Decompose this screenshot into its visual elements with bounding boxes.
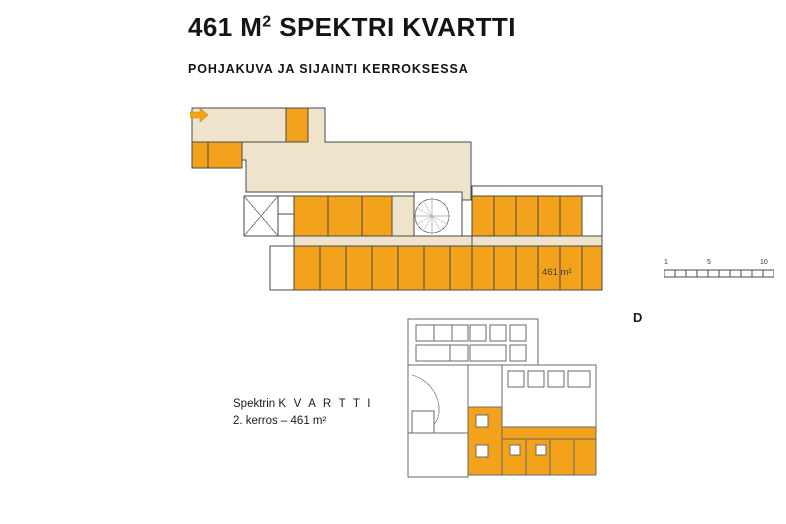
area-label: 461 m² <box>542 267 572 278</box>
lobby-middle <box>392 196 414 236</box>
shaft-a <box>278 196 294 214</box>
office-b9 <box>494 246 516 290</box>
page-subtitle: POHJAKUVA JA SIJAINTI KERROKSESSA <box>188 62 469 76</box>
kp-r10 <box>510 345 526 361</box>
kp-r13 <box>508 371 524 387</box>
office-b6 <box>424 246 450 290</box>
kp-r2 <box>434 325 452 341</box>
office-b3 <box>346 246 372 290</box>
room-orange-left2 <box>208 142 242 168</box>
highlight-b1 <box>502 439 526 475</box>
office-b8 <box>472 246 494 290</box>
caption-name: K V A R T T I <box>278 398 373 410</box>
office-b4 <box>372 246 398 290</box>
service-r6 <box>582 196 602 236</box>
page-title-superscript: 2 <box>262 13 272 31</box>
key-plan-svg <box>390 315 615 485</box>
office-b7 <box>450 246 472 290</box>
floorplan-drawing <box>186 100 768 325</box>
service-strip-top <box>472 186 602 196</box>
office-b5 <box>398 246 424 290</box>
page-title <box>188 12 516 43</box>
page-title-name: SPEKTRI KVARTTI <box>271 12 516 42</box>
office-b2 <box>320 246 346 290</box>
corridor-right <box>472 236 602 246</box>
office-r1 <box>472 196 494 236</box>
kp-service-3 <box>510 445 520 455</box>
kp-r15 <box>548 371 564 387</box>
mini-plan-caption <box>233 396 373 430</box>
caption-line2: 2. kerros – 461 m² <box>233 415 327 427</box>
office-m1 <box>294 196 328 236</box>
highlight-b4 <box>574 439 596 475</box>
ruler-tick-10: 10 <box>760 259 768 266</box>
kp-r4 <box>470 325 486 341</box>
stair-label-d: D <box>633 310 643 325</box>
scale-ruler <box>664 259 774 286</box>
floorplan-svg <box>186 100 606 315</box>
kp-r16 <box>568 371 590 387</box>
kp-r3 <box>452 325 468 341</box>
kp-r6 <box>510 325 526 341</box>
kp-r8 <box>450 345 468 361</box>
kp-r14 <box>528 371 544 387</box>
kp-r1 <box>416 325 434 341</box>
scale-ruler-svg <box>664 268 774 278</box>
highlight-b2 <box>526 439 550 475</box>
office-b1 <box>294 246 320 290</box>
kp-service-1 <box>476 415 488 427</box>
room-orange-top <box>286 108 308 142</box>
office-m2 <box>328 196 362 236</box>
page-title-area: 461 M <box>188 12 263 42</box>
kp-r5 <box>490 325 506 341</box>
office-r2 <box>494 196 516 236</box>
office-b10 <box>516 246 538 290</box>
ruler-tick-1: 1 <box>664 259 668 266</box>
caption-prefix: Spektrin <box>233 398 279 410</box>
ruler-tick-5: 5 <box>707 259 711 266</box>
key-plan-drawing <box>390 315 615 485</box>
kp-service-4 <box>536 445 546 455</box>
corridor-left <box>294 236 472 246</box>
highlight-corridor <box>502 427 596 439</box>
office-r4 <box>538 196 560 236</box>
kp-r9 <box>470 345 506 361</box>
keyplan-lower-left <box>408 433 468 477</box>
kp-r11 <box>412 411 434 433</box>
office-b13 <box>582 246 602 290</box>
kp-service-2 <box>476 445 488 457</box>
office-r3 <box>516 196 538 236</box>
highlight-b3 <box>550 439 574 475</box>
entrance-arrow-icon <box>190 108 208 122</box>
kp-r7 <box>416 345 450 361</box>
service-bl <box>270 246 294 290</box>
office-m3 <box>362 196 392 236</box>
shaft-b <box>278 214 294 236</box>
office-r5 <box>560 196 582 236</box>
